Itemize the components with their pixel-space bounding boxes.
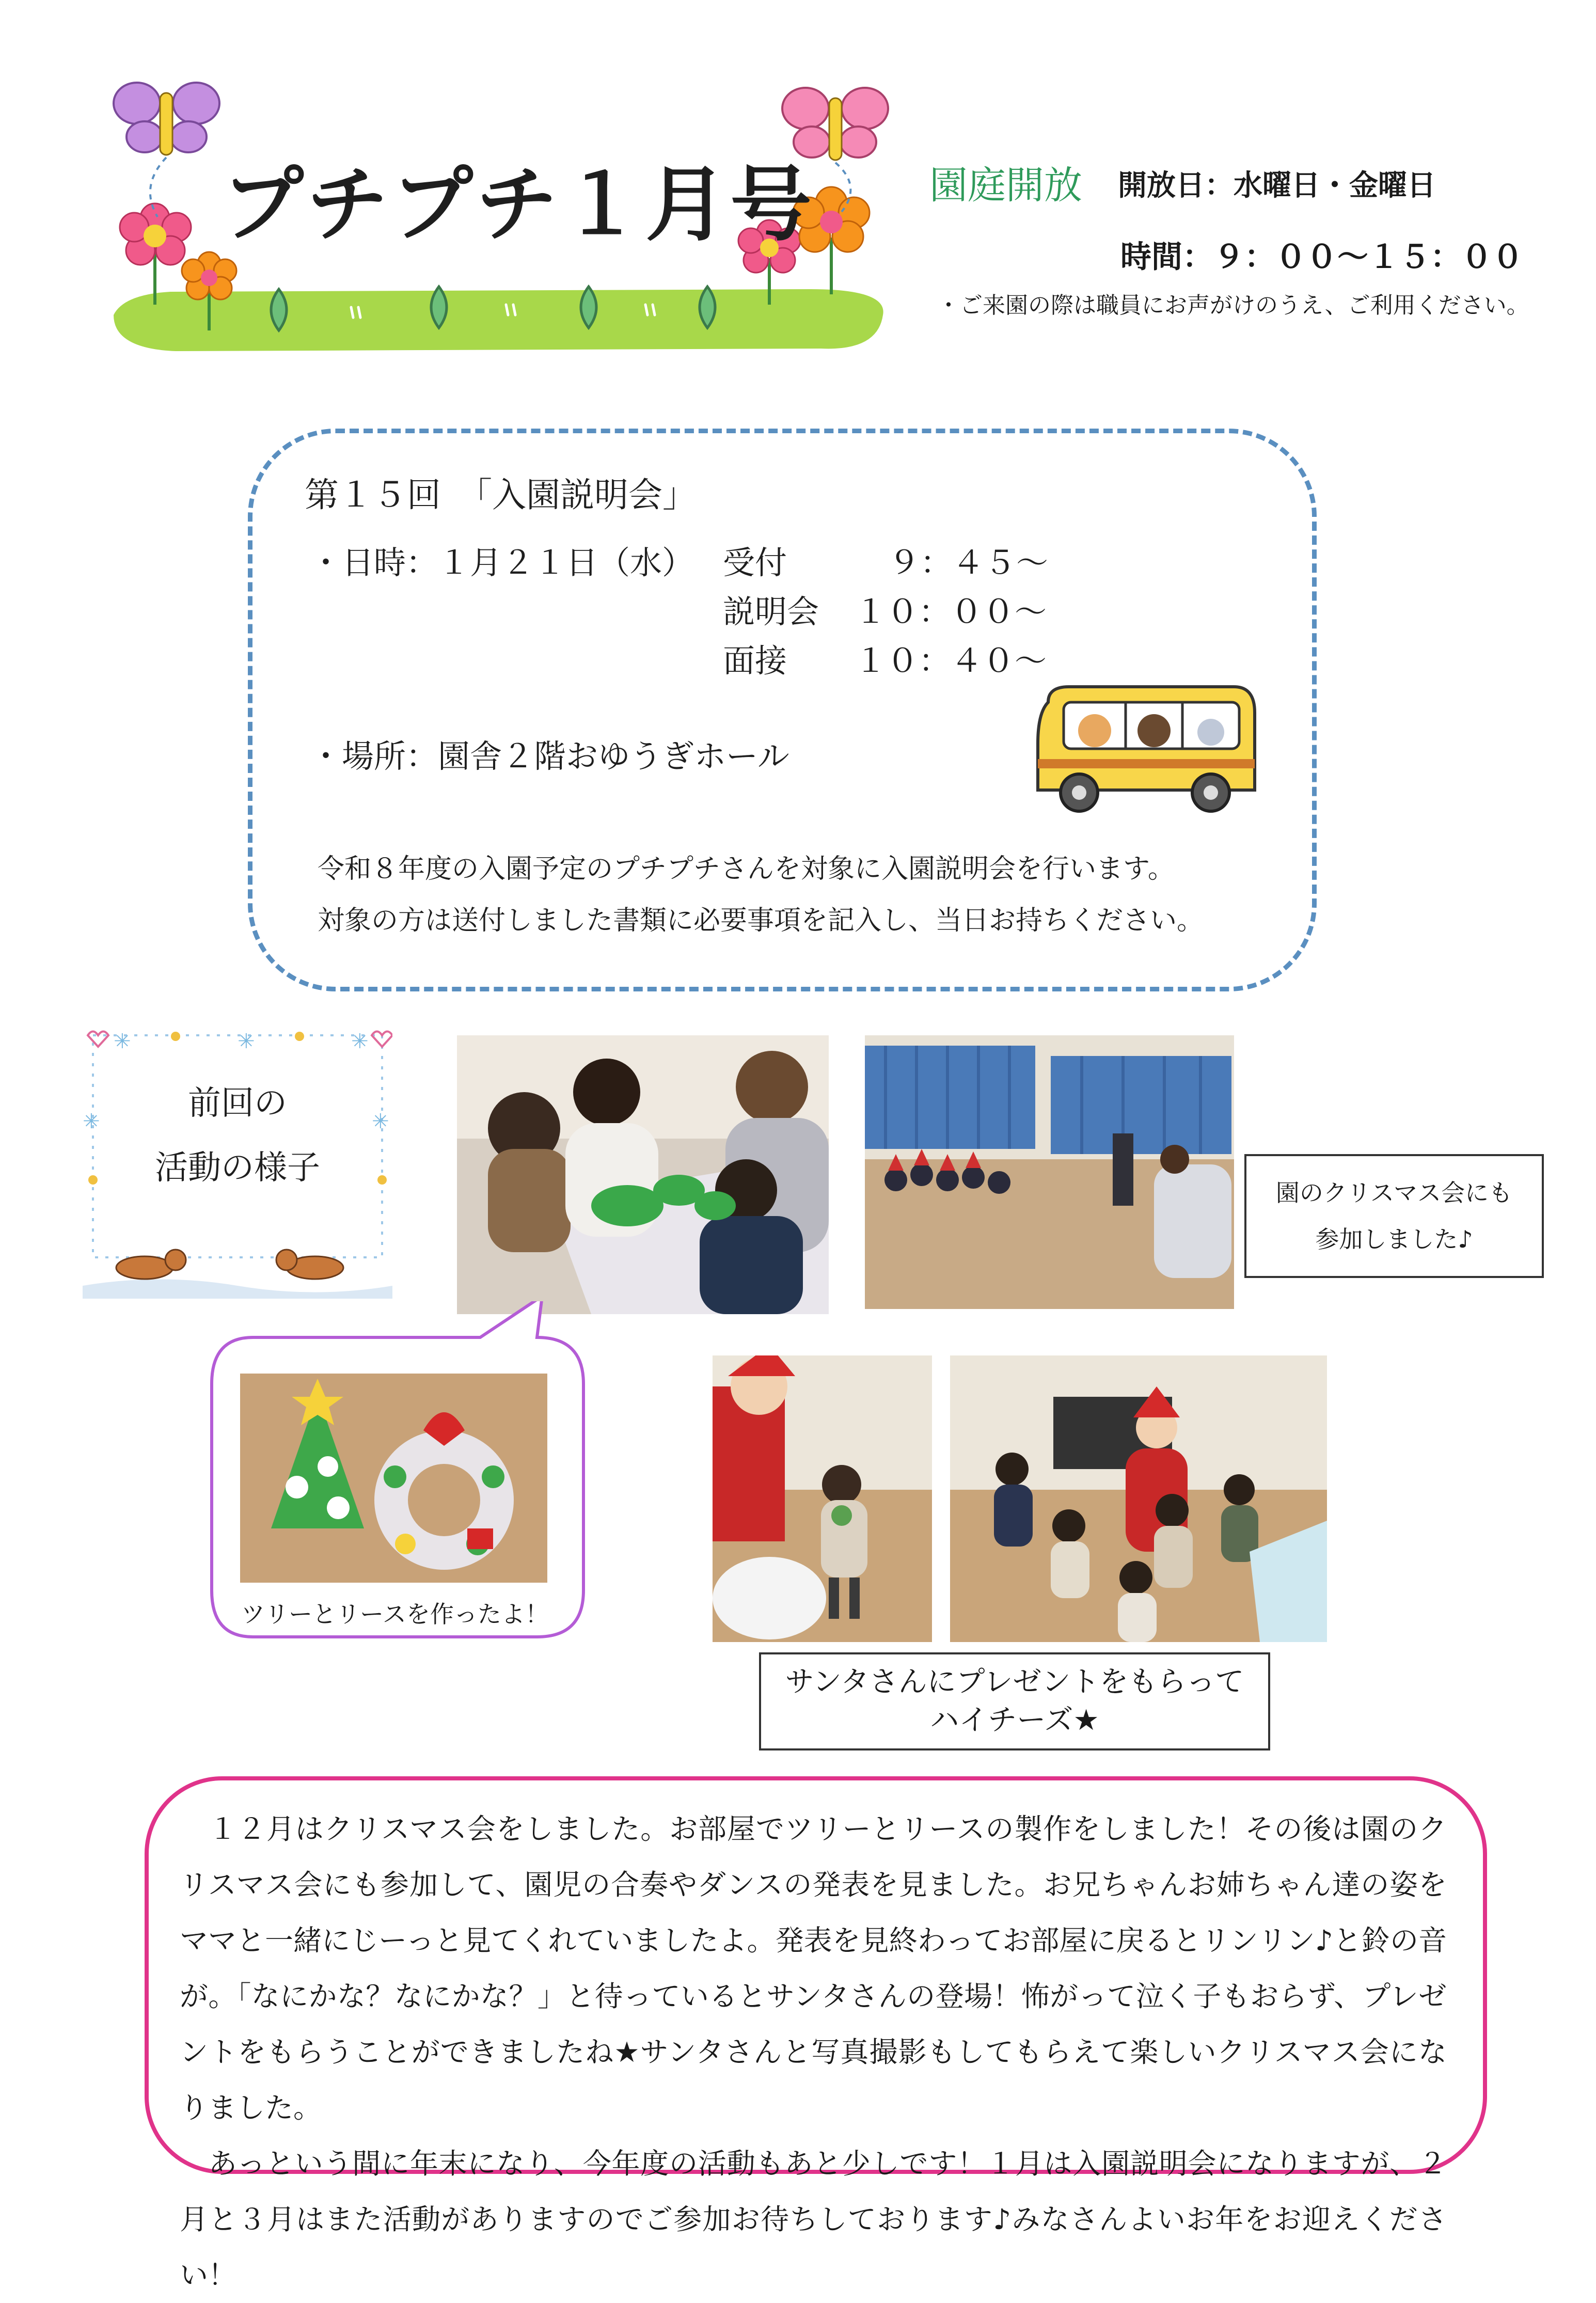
open-note: ・ご来園の際は職員にお声がけのうえ、ご利用ください。 (937, 292, 1529, 319)
briefing-place: ・場所：園舎２階おゆうぎホール (310, 737, 789, 775)
santa-caption (759, 1652, 1270, 1750)
activity-title-line: 活動の様子 (155, 1149, 320, 1187)
photo-christmas-hall (865, 1035, 1234, 1309)
briefing-body-line: 対象の方は送付しました書類に必要事項を記入し、当日お持ちください。 (318, 905, 1204, 936)
report-box (145, 1776, 1487, 2292)
schedule-item: 受付 (723, 544, 787, 581)
svg-text:✳: ✳ (114, 1030, 131, 1053)
photo-tree-and-wreath (240, 1374, 547, 1583)
briefing-date: ・日時：１月２１日（水） (310, 544, 694, 581)
svg-text:✳: ✳ (372, 1110, 389, 1133)
activity-title (83, 1071, 392, 1201)
svg-text:✳: ✳ (238, 1030, 255, 1053)
caption-line: サンタさんにプレゼントをもらって (785, 1665, 1244, 1699)
craft-caption: ツリーとリースを作ったよ！ (241, 1600, 549, 1628)
caption-line: 園のクリスマス会にも (1275, 1179, 1513, 1207)
activity-title-line: 前回の (188, 1084, 287, 1123)
schedule-time: １０：４０～ (855, 642, 1047, 680)
photo-craft-activity (457, 1035, 829, 1314)
school-bus-illustration (1028, 682, 1265, 821)
newsletter-title: プチプチ１月号 (222, 157, 815, 253)
garden-open-label: 園庭開放 (929, 163, 1082, 208)
briefing-heading: 第１５回 「入園説明会」 (305, 475, 697, 515)
open-hours: 時間：９：００～１５：００ (1120, 239, 1523, 275)
report-paragraph: あっという間に年末になり、今年度の活動もあと少しです！１月は入園説明会になりますが、２月と３月はまた活動がありますのでご参加お待ちしております♪みなさんよいお年をお迎えください！ (180, 2147, 1447, 2292)
svg-text:✳: ✳ (83, 1110, 100, 1133)
schedule-item: 面接 (723, 642, 787, 680)
photo-santa-group (950, 1355, 1327, 1642)
report-paragraph: １２月はクリスマス会をしました。お部屋でツリーとリースの製作をしました！その後は園のクリスマス会にも参加して、園児の合奏やダンスの発表を見ました。お兄ちゃんお姉ちゃん達の姿をママと一緒にじーっと見てくれていましたよ。発表を見終わってお部屋に戻るとリンリン♪と鈴の音が。「なにかな？なにかな？」と待っているとサンタさんの登場！怖がって泣く子もおらず、プレゼントをもらうことができましたね★サンタさんと写真撮影もしてもらえて楽しいクリスマス会になりました。 (180, 1812, 1447, 2124)
caption-line: 参加しました♪ (1315, 1225, 1473, 1253)
schedule-time: ９：４５～ (888, 544, 1049, 581)
open-days: 開放日：水曜日・金曜日 (1118, 169, 1436, 202)
briefing-body-line: 令和８年度の入園予定のプチプチさんを対象に入園説明会を行います。 (318, 854, 1175, 885)
photo-santa-present (713, 1355, 932, 1642)
caption-line: ハイチーズ★ (930, 1703, 1099, 1737)
schedule-item: 説明会 (723, 593, 819, 630)
schedule-time: １０：００～ (855, 593, 1047, 630)
christmas-party-caption (1244, 1154, 1544, 1278)
svg-text:✳: ✳ (351, 1030, 369, 1053)
